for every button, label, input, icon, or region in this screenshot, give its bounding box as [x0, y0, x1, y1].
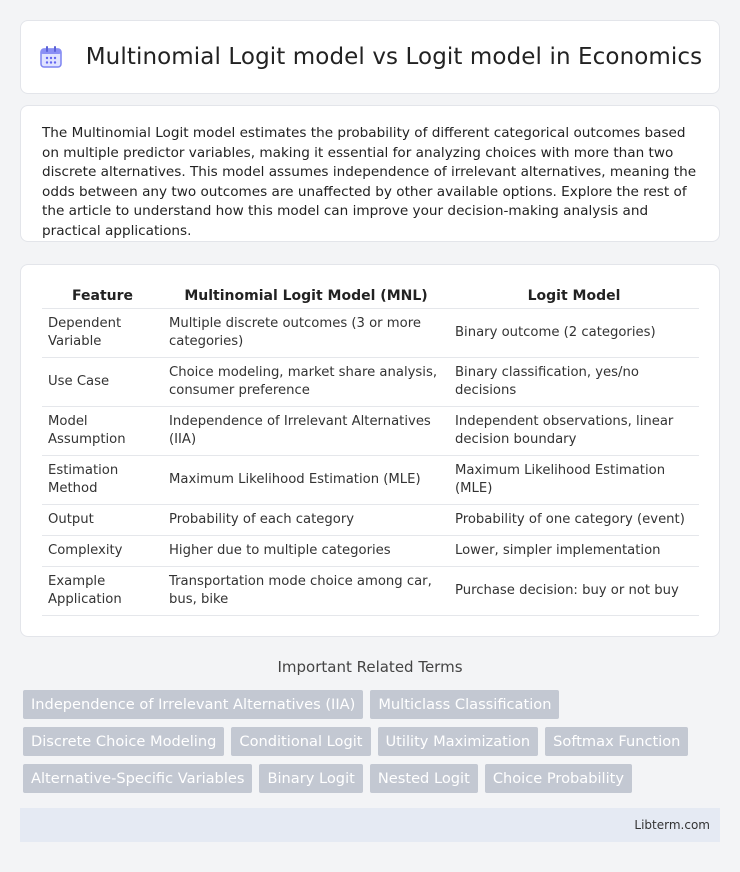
table-cell: Probability of each category	[163, 505, 449, 536]
related-terms-title: Important Related Terms	[277, 658, 463, 676]
table-cell: Higher due to multiple categories	[163, 536, 449, 567]
tag-multiclass-classification[interactable]: Multiclass Classification	[370, 690, 559, 719]
tag-alternative-specific-variables[interactable]: Alternative-Specific Variables	[23, 764, 252, 793]
table-cell: Probability of one category (event)	[449, 505, 699, 536]
table-row	[42, 536, 699, 567]
footer	[20, 808, 720, 842]
table-header: Logit Model	[449, 285, 699, 309]
tag-softmax-function[interactable]: Softmax Function	[545, 727, 688, 756]
intro-card	[20, 105, 720, 242]
intro-text: The Multinomial Logit model estimates the probability of different categorical outcomes based on multiple predictor variables, making it essential for analyzing choices with more than two discrete alternatives. This model assumes independence of irrelevant alternatives, meaning the odds between any two outcomes are unaffected by other available options. Explore the rest of the article to understand how this model can improve your decision-making analysis and practical applications.	[42, 125, 697, 239]
table-cell: Lower, simpler implementation	[449, 536, 699, 567]
table-cell: Independent observations, linear decision boundary	[449, 407, 699, 456]
table-row	[42, 505, 699, 536]
table-cell: Estimation Method	[42, 456, 163, 505]
table-row	[42, 358, 699, 407]
table-cell: Complexity	[42, 536, 163, 567]
table-cell: Binary outcome (2 categories)	[449, 309, 699, 358]
table-cell: Choice modeling, market share analysis, consumer preference	[163, 358, 449, 407]
table-row	[42, 407, 699, 456]
related-terms	[23, 690, 723, 801]
table-cell: Transportation mode choice among car, bus, bike	[163, 567, 449, 616]
table-cell: Output	[42, 505, 163, 536]
table-cell: Dependent Variable	[42, 309, 163, 358]
table-cell: Independence of Irrelevant Alternatives (IIA)	[163, 407, 449, 456]
tag-conditional-logit[interactable]: Conditional Logit	[231, 727, 370, 756]
table-row	[42, 567, 699, 616]
table-cell: Use Case	[42, 358, 163, 407]
table-cell: Binary classification, yes/no decisions	[449, 358, 699, 407]
table-row	[42, 309, 699, 358]
table-cell: Model Assumption	[42, 407, 163, 456]
table-cell: Multiple discrete outcomes (3 or more categories)	[163, 309, 449, 358]
table-cell: Maximum Likelihood Estimation (MLE)	[163, 456, 449, 505]
table-cell: Example Application	[42, 567, 163, 616]
table-row	[42, 456, 699, 505]
tag-choice-probability[interactable]: Choice Probability	[485, 764, 632, 793]
tag-discrete-choice-modeling[interactable]: Discrete Choice Modeling	[23, 727, 224, 756]
tag-utility-maximization[interactable]: Utility Maximization	[378, 727, 539, 756]
tag-iia[interactable]: Independence of Irrelevant Alternatives (IIA)	[23, 690, 363, 719]
comparison-table	[42, 285, 699, 616]
calendar-icon	[38, 44, 64, 70]
tag-binary-logit[interactable]: Binary Logit	[259, 764, 362, 793]
table-cell: Maximum Likelihood Estimation (MLE)	[449, 456, 699, 505]
title-card	[20, 20, 720, 94]
table-header-row	[42, 285, 699, 309]
page-title: Multinomial Logit model vs Logit model in Economics	[85, 44, 703, 70]
table-cell: Purchase decision: buy or not buy	[449, 567, 699, 616]
tag-row	[23, 690, 723, 719]
table-header: Multinomial Logit Model (MNL)	[163, 285, 449, 309]
tag-nested-logit[interactable]: Nested Logit	[370, 764, 478, 793]
footer-link[interactable]: Libterm.com	[634, 818, 710, 832]
comparison-table-card	[20, 264, 720, 637]
tag-row	[23, 727, 723, 756]
tag-row	[23, 764, 723, 793]
table-header: Feature	[42, 285, 163, 309]
